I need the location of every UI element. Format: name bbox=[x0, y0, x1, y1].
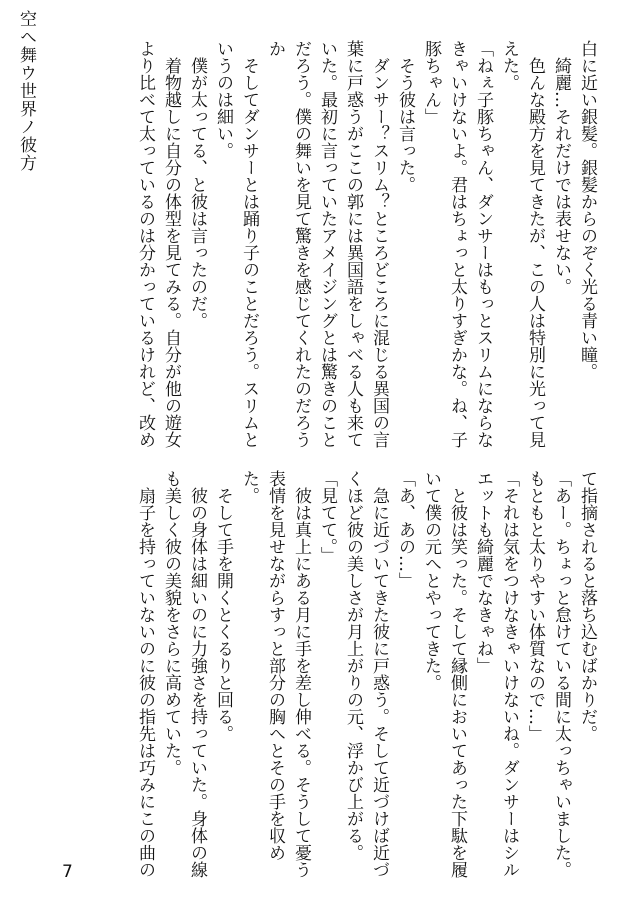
text-line: 「あ、あの…」 bbox=[395, 470, 415, 589]
page-number: 7 bbox=[62, 862, 73, 882]
book-title: 空へ舞ウ世界ノ彼方 bbox=[16, 10, 36, 172]
text-line: もともと太りやすい体質なので…」 bbox=[525, 470, 545, 742]
text-line: も美しく彼の美貌をさらに高めていた。 bbox=[161, 470, 181, 776]
text-line: だろう。僕の舞いを見て驚きを感じてくれたのだろう bbox=[291, 40, 311, 448]
text-line: 綺麗…それだけでは表せない。 bbox=[551, 40, 571, 295]
text-block-upper bbox=[44, 40, 600, 465]
text-line: 白に近い銀髪。銀髪からのぞく光る青い瞳。 bbox=[577, 40, 597, 380]
text-line: いて僕の元へとやってきた。 bbox=[421, 470, 441, 691]
text-line: 色んな殿方を見てきたが、この人は特別に光って見 bbox=[525, 40, 545, 448]
text-line: 着物越しに自分の体型を見てみる。自分が他の遊女 bbox=[161, 40, 181, 448]
text-line: いうのは細い。 bbox=[213, 40, 233, 159]
text-line: 「あー。ちょっと怠けている間に太っちゃいました。 bbox=[551, 470, 571, 878]
text-line: と彼は笑った。そして縁側においてあった下駄を履 bbox=[447, 470, 467, 878]
running-header bbox=[0, 0, 44, 340]
text-line: 彼の身体は細いのに力強さを持っていた。身体の線 bbox=[187, 470, 207, 878]
text-line: エットも綺麗でなきゃね」 bbox=[473, 470, 493, 674]
text-line: 「見てて。」 bbox=[317, 470, 337, 564]
text-block-lower bbox=[44, 470, 600, 895]
text-line: くほど彼の美しさが月上がりの元、浮かび上がる。 bbox=[343, 470, 363, 861]
text-line: 表情を見せながらすっと部分の胸へとその手を収め bbox=[265, 470, 285, 861]
text-line: 「ねぇ子豚ちゃん、ダンサーはもっとスリムにならな bbox=[473, 40, 493, 448]
text-line: 「それは気をつけなきゃいけないね。ダンサーはシル bbox=[499, 470, 519, 878]
text-line: た。 bbox=[239, 470, 259, 504]
text-line: そう彼は言った。 bbox=[395, 40, 415, 193]
text-line: 扇子を持っていないのに彼の指先は巧みにこの曲の bbox=[135, 470, 155, 878]
text-line: 豚ちゃん」 bbox=[421, 40, 441, 125]
text-line: 葉に戸惑うがここの郭には異国語をしゃべる人も来て bbox=[343, 40, 363, 448]
text-line: て指摘されると落ち込むばかりだ。 bbox=[577, 470, 597, 742]
text-line: えた。 bbox=[499, 40, 519, 91]
text-line: きゃいけないよ。君はちょっと太りすぎかな。ね、子 bbox=[447, 40, 467, 448]
text-line: ダンサー？スリム？ところどころに混じる異国の言 bbox=[369, 40, 389, 448]
text-line: 彼は真上にある月に手を差し伸べる。そうして憂う bbox=[291, 470, 311, 878]
text-line: より比べて太っているのは分かっているけれど、改め bbox=[135, 40, 155, 448]
text-line: そして手を開くとくるりと回る。 bbox=[213, 470, 233, 742]
text-line: 僕が太ってる、と彼は言ったのだ。 bbox=[187, 40, 207, 329]
text-line: そしてダンサーとは踊り子のことだろう。スリムと bbox=[239, 40, 259, 448]
text-line: いた。最初に言っていたアメイジングとは驚きのこと bbox=[317, 40, 337, 448]
text-line: 急に近づいてきた彼に戸惑う。そして近づけば近づ bbox=[369, 470, 389, 878]
text-line: か bbox=[265, 40, 285, 57]
